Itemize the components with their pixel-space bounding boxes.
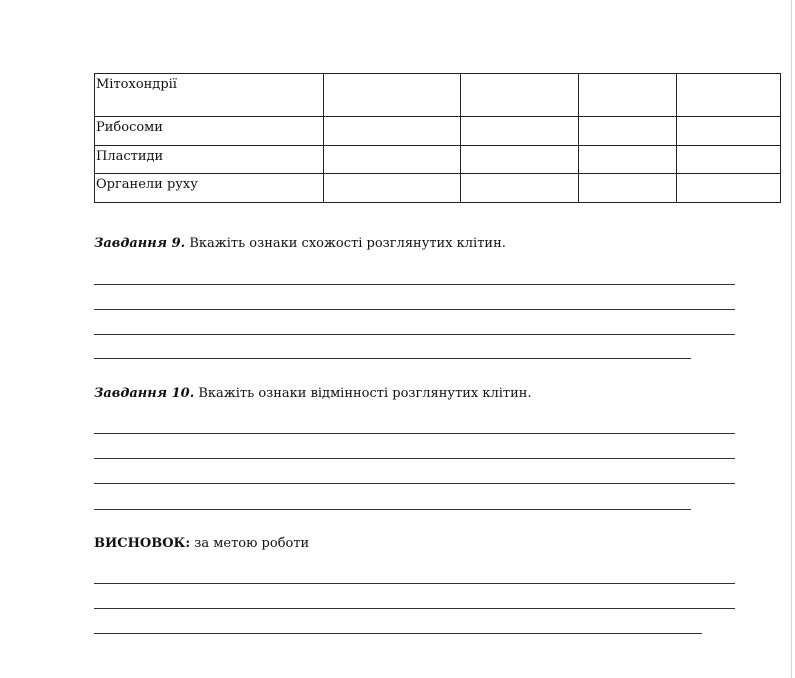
table-row: [95, 174, 781, 203]
conclusion-label: ВИСНОВОК:: [94, 536, 191, 551]
table-cell[interactable]: [461, 74, 579, 117]
task-9-heading: [94, 236, 506, 252]
answer-line[interactable]: [94, 458, 735, 459]
conclusion-text: за метою роботи: [190, 536, 310, 551]
answer-line[interactable]: [94, 309, 735, 310]
page-edge: [791, 0, 792, 678]
answer-line[interactable]: [94, 334, 735, 335]
answer-line[interactable]: [94, 608, 735, 609]
task-10-text: Вкажіть ознаки відмінності розглянутих клітин.: [194, 386, 532, 401]
table-row: [95, 146, 781, 174]
task-9-text: Вкажіть ознаки схожості розглянутих клітин.: [185, 236, 506, 251]
table-cell[interactable]: [324, 74, 461, 117]
answer-line[interactable]: [94, 633, 702, 634]
table-cell[interactable]: [579, 174, 677, 203]
table-row: [95, 117, 781, 146]
table-row: [95, 74, 781, 117]
table-cell-label: Рибосоми: [95, 117, 324, 146]
table-cell[interactable]: [461, 174, 579, 203]
task-9-number: Завдання 9.: [94, 236, 186, 251]
organelles-table: [94, 73, 781, 203]
table-cell[interactable]: [677, 74, 781, 117]
conclusion-heading: [94, 536, 309, 552]
table-cell[interactable]: [677, 117, 781, 146]
table-cell[interactable]: [461, 146, 579, 174]
table-cell-label: Пластиди: [95, 146, 324, 174]
answer-line[interactable]: [94, 583, 735, 584]
table-cell[interactable]: [579, 146, 677, 174]
table-cell[interactable]: [324, 146, 461, 174]
table-cell[interactable]: [324, 174, 461, 203]
table-cell[interactable]: [579, 117, 677, 146]
answer-line[interactable]: [94, 358, 691, 359]
answer-line[interactable]: [94, 433, 735, 434]
table-cell-label: Органели руху: [95, 174, 324, 203]
table-cell[interactable]: [324, 117, 461, 146]
task-10-number: Завдання 10.: [94, 386, 195, 401]
table-cell[interactable]: [677, 174, 781, 203]
table-cell-label: Мітохондрії: [95, 74, 324, 117]
table-cell[interactable]: [579, 74, 677, 117]
answer-line[interactable]: [94, 509, 691, 510]
table-cell[interactable]: [461, 117, 579, 146]
answer-line[interactable]: [94, 483, 735, 484]
table-cell[interactable]: [677, 146, 781, 174]
answer-line[interactable]: [94, 284, 735, 285]
task-10-heading: [94, 386, 532, 402]
